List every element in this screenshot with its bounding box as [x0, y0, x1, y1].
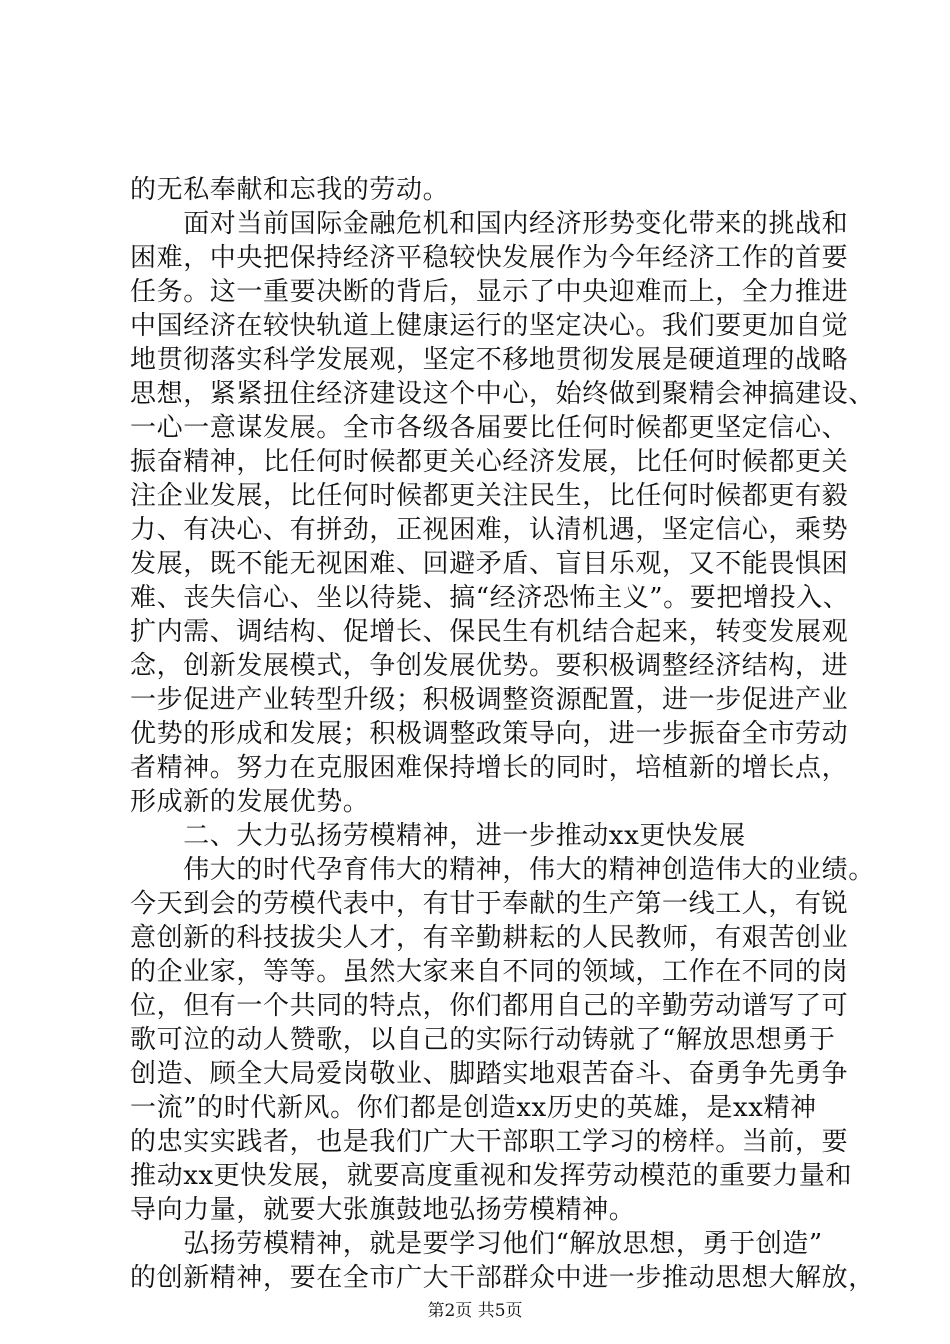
text-line: 发展，既不能无视困难、回避矛盾、盲目乐观，又不能畏惧困	[130, 549, 849, 579]
text-line: 一流”的时代新风。你们都是创造xx历史的英雄，是xx精神	[130, 1093, 817, 1123]
text-line: 的企业家，等等。虽然大家来自不同的领域，工作在不同的岗	[130, 957, 849, 987]
text-line: 困难，中央把保持经济平稳较快发展作为今年经济工作的首要	[130, 243, 849, 273]
text-line: 者精神。努力在克服困难保持增长的同时，培植新的增长点，	[130, 753, 849, 783]
text-line: 推动xx更快发展，就要高度重视和发挥劳动模范的重要力量和	[130, 1161, 853, 1191]
text-line: 地贯彻落实科学发展观，坚定不移地贯彻发展是硬道理的战略	[130, 345, 849, 375]
text-line: 位，但有一个共同的特点，你们都用自己的辛勤劳动谱写了可	[130, 991, 849, 1021]
text-line: 创造、顾全大局爱岗敬业、脚踏实地艰苦奋斗、奋勇争先勇争	[130, 1059, 849, 1089]
text-line: 的忠实实践者，也是我们广大干部职工学习的榜样。当前，要	[130, 1127, 849, 1157]
text-line: 一心一意谋发展。全市各级各届要比任何时候都更坚定信心、	[130, 413, 849, 443]
text-line: 一步促进产业转型升级；积极调整资源配置，进一步促进产业	[130, 685, 849, 715]
text-line: 难、丧失信心、坐以待毙、搞“经济恐怖主义”。要把增投入、	[130, 583, 850, 613]
text-line: 面对当前国际金融危机和国内经济形势变化带来的挑战和	[130, 209, 849, 239]
text-line: 弘扬劳模精神，就是要学习他们“解放思想，勇于创造”	[130, 1229, 823, 1259]
text-line: 伟大的时代孕育伟大的精神，伟大的精神创造伟大的业绩。	[130, 855, 875, 885]
text-line: 形成新的发展优势。	[130, 787, 370, 817]
text-line: 念，创新发展模式，争创发展优势。要积极调整经济结构，进	[130, 651, 849, 681]
text-line: 思想，紧紧扭住经济建设这个中心，始终做到聚精会神搞建设、	[130, 379, 875, 409]
text-line: 扩内需、调结构、促增长、保民生有机结合起来，转变发展观	[130, 617, 849, 647]
text-line: 振奋精神，比任何时候都更关心经济发展，比任何时候都更关	[130, 447, 849, 477]
text-line: 任务。这一重要决断的背后，显示了中央迎难而上，全力推进	[130, 277, 849, 307]
text-line: 的创新精神，要在全市广大干部群众中进一步推动思想大解放，	[130, 1263, 875, 1293]
text-line: 歌可泣的动人赞歌，以自己的实际行动铸就了“解放思想勇于	[130, 1025, 836, 1055]
text-line: 的无私奉献和忘我的劳动。	[130, 175, 450, 205]
page-number-footer: 第2页 共5页	[427, 1301, 523, 1321]
section-heading: 二、大力弘扬劳模精神，进一步推动xx更快发展	[130, 821, 746, 851]
text-line: 力、有决心、有拼劲，正视困难，认清机遇，坚定信心，乘势	[130, 515, 849, 545]
text-line: 导向力量，就要大张旗鼓地弘扬劳模精神。	[130, 1195, 636, 1225]
text-line: 优势的形成和发展；积极调整政策导向，进一步振奋全市劳动	[130, 719, 849, 749]
text-line: 今天到会的劳模代表中，有甘于奉献的生产第一线工人，有锐	[130, 889, 849, 919]
text-line: 注企业发展，比任何时候都更关注民生，比任何时候都更有毅	[130, 481, 849, 511]
text-line: 意创新的科技拔尖人才，有辛勤耕耘的人民教师，有艰苦创业	[130, 923, 849, 953]
text-line: 中国经济在较快轨道上健康运行的坚定决心。我们要更加自觉	[130, 311, 849, 341]
